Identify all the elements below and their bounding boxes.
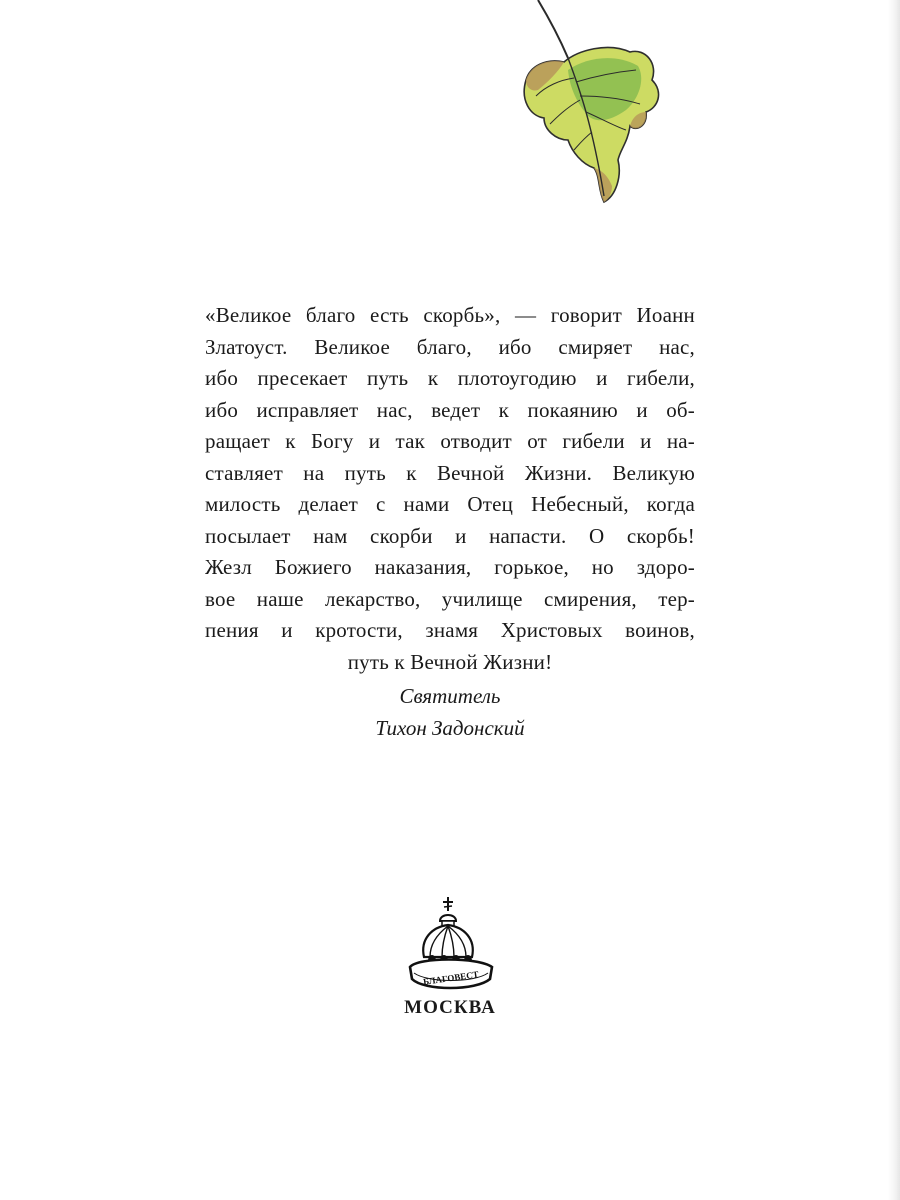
quote-line: Златоуст. Великое благо, ибо смиряет нас, <box>205 334 695 359</box>
quote-line: вое наше лекарство, училище смирения, тер- <box>205 586 695 611</box>
attribution-name: Тихон Задонский <box>375 716 525 740</box>
quote-line: посылает нам скорби и напасти. О скорбь! <box>205 523 695 548</box>
quote-line: ставляет на путь к Вечной Жизни. Великую <box>205 460 695 485</box>
quote-line: Жезл Божиего наказания, горькое, но здоро- <box>205 555 695 579</box>
logo-lettering: БЛАГОВЕСТ <box>422 969 480 987</box>
attribution <box>250 680 650 744</box>
church-dome-logo-icon <box>404 895 498 995</box>
quote-line: путь к Вечной Жизни! <box>347 649 553 674</box>
quote-line: «Великое благо есть скорбь», — говорит Иоанн <box>205 303 695 327</box>
quote-line: ибо пресекает путь к плотоугодию и гибели, <box>205 366 695 390</box>
quote-line: милость делает с нами Отец Небесный, когда <box>205 492 695 516</box>
leaf-illustration-icon <box>508 0 688 215</box>
attribution-title: Святитель <box>399 684 501 708</box>
page-edge <box>888 0 900 1200</box>
quote-line: ибо исправляет нас, ведет к покаянию и об- <box>205 397 695 422</box>
quote-block <box>205 300 695 678</box>
publisher-city: МОСКВА <box>404 997 496 1018</box>
quote-line: ращает к Богу и так отводит от гибели и на- <box>205 429 695 453</box>
quote-line: пения и кротости, знамя Христовых воинов, <box>205 618 695 642</box>
